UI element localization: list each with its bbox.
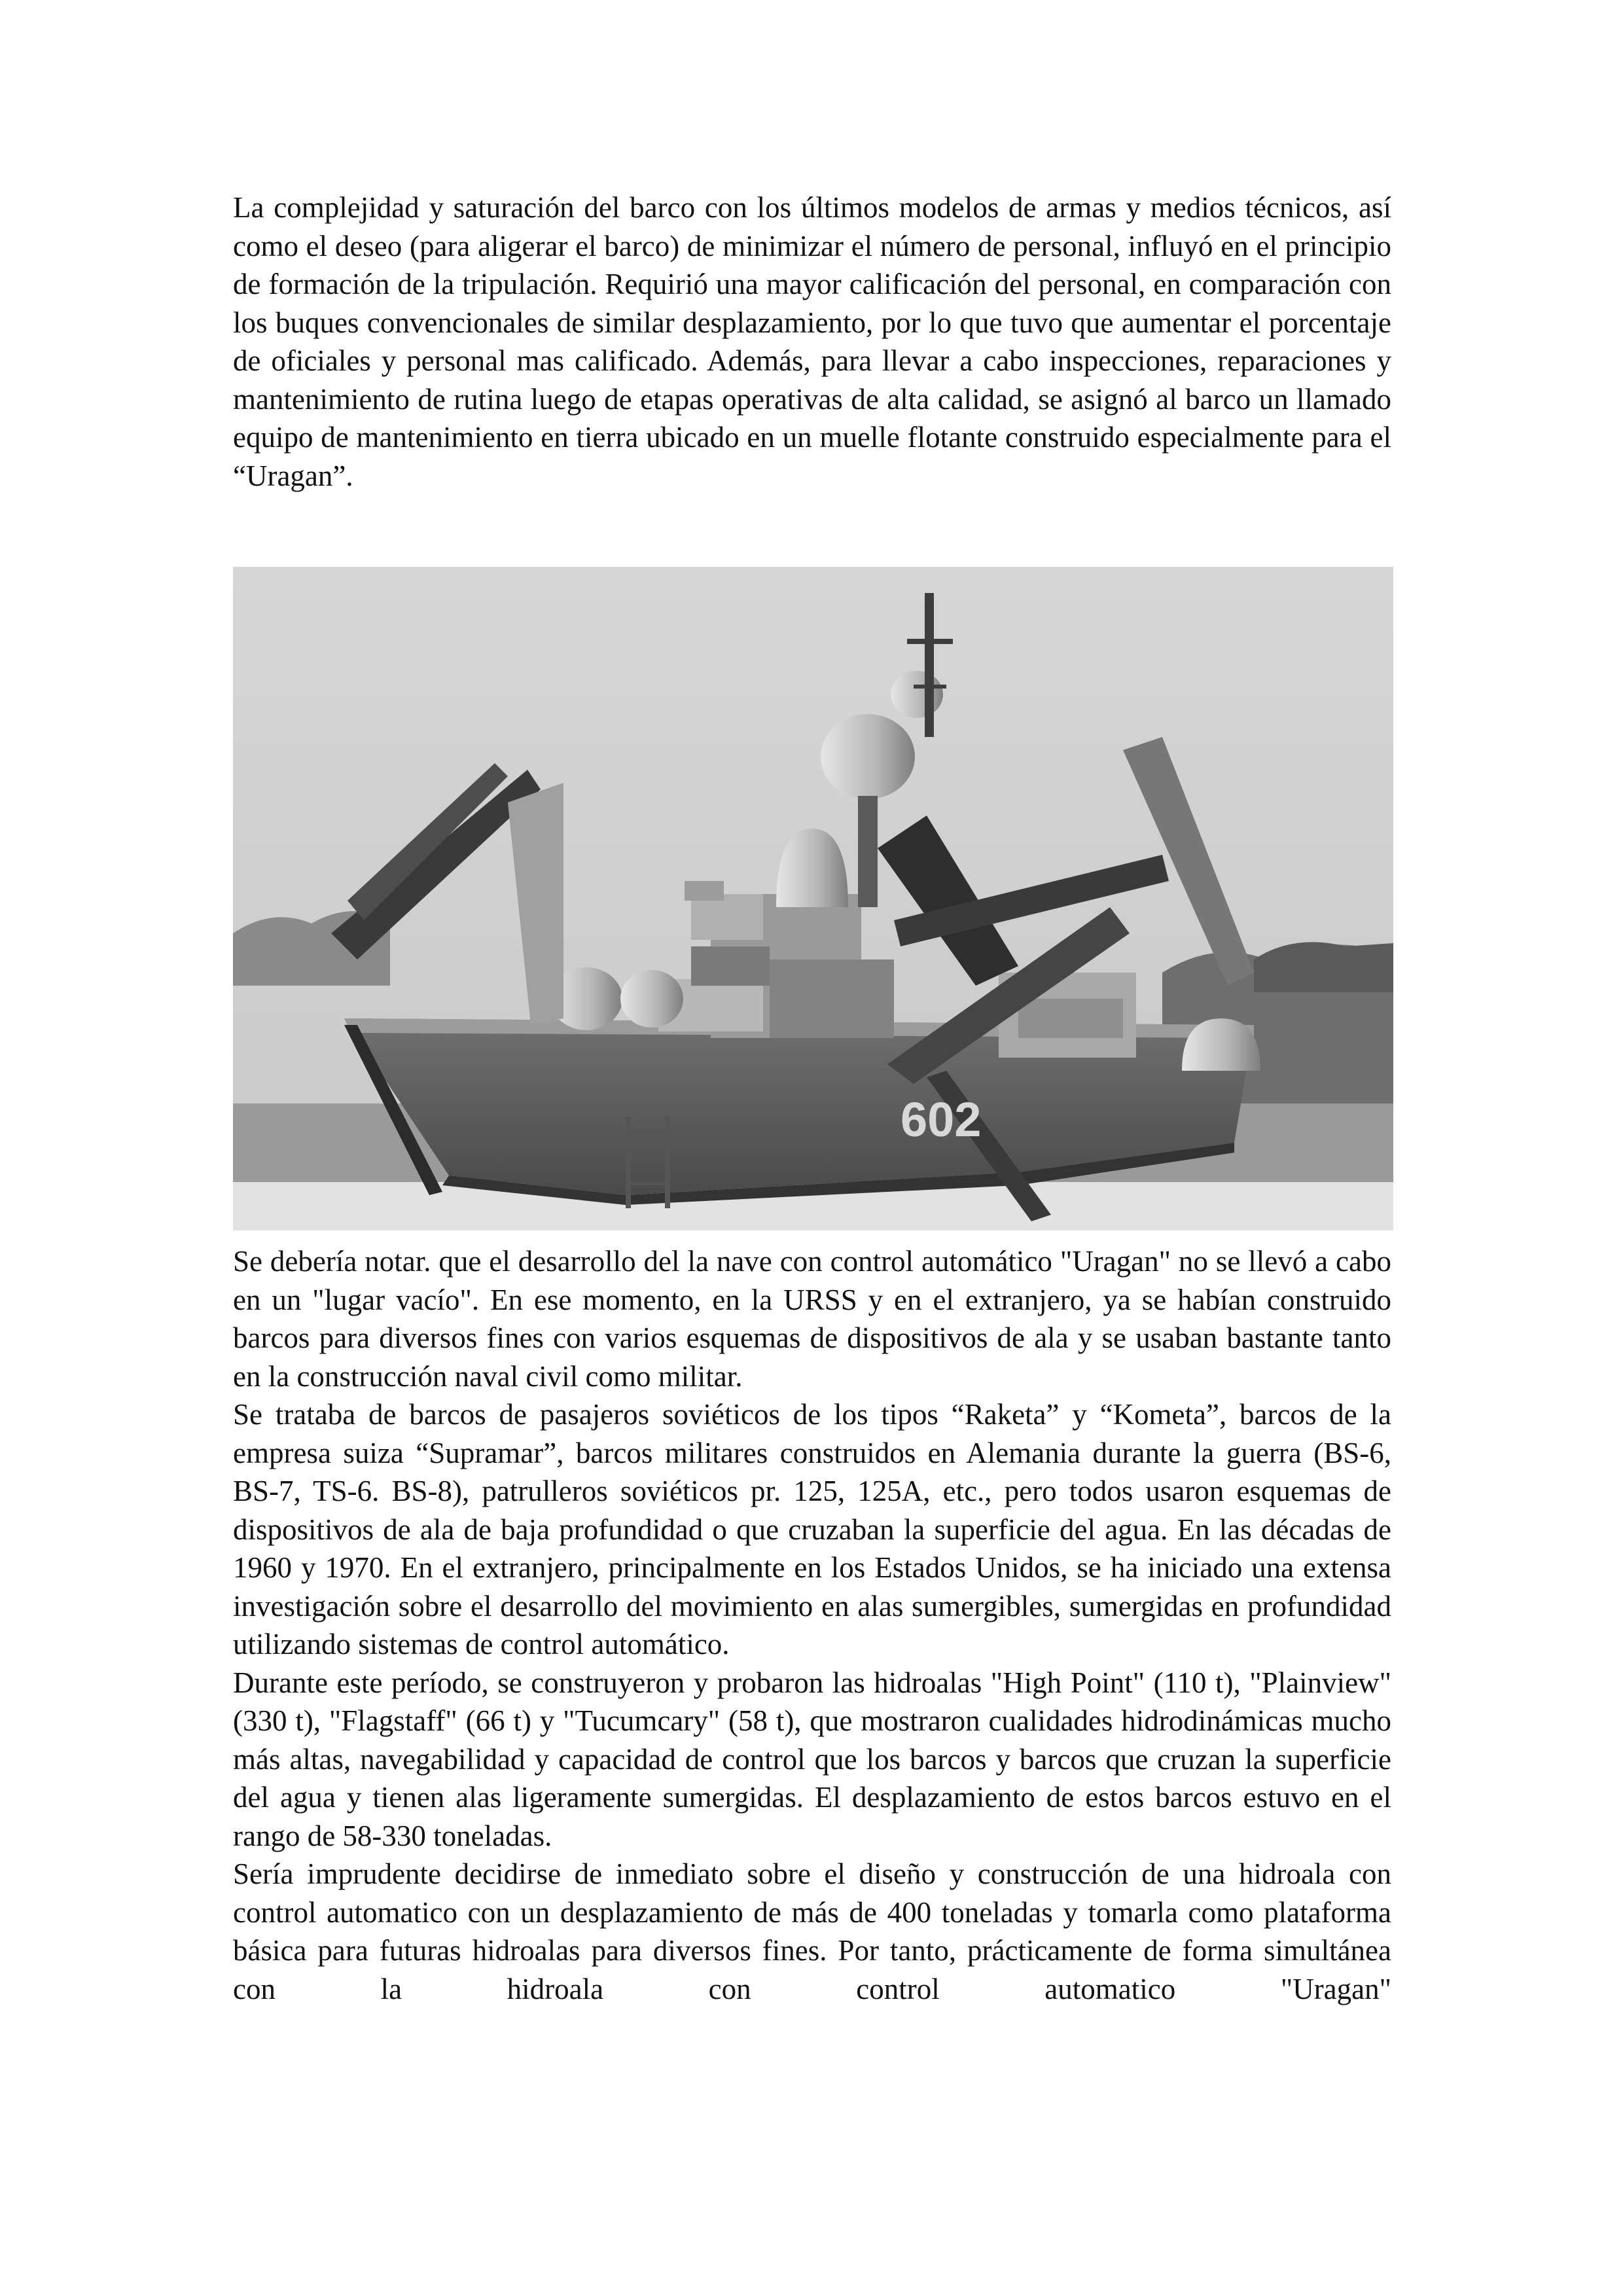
paragraph: Se trataba de barcos de pasajeros soviéticos de los tipos “Raketa” y “Kometa”, barcos de la empresa suiza “Supramar”, barcos militares construidos en Alemania durante la guerra (BS-6, BS-7, TS-6. BS-8), patrulleros soviéticos pr. 125, 125A, etc., pero todos usaron esquemas de dispositivos de ala de baja profundidad o que cruzaban la superficie del agua. En las décadas de 1960 y 1970. En el extranjero, principalmente en los Estados Unidos, se ha iniciado una extensa investigación sobre el desarrollo del movimiento en alas sumergibles, sumergidas en profundidad utilizando sistemas de control automático. [233,1398,1391,1660]
text-block-top [233,188,1391,495]
paragraph: Se debería notar. que el desarrollo del la nave con control automático "Uragan" no se llevó a cabo en un "lugar vacío". En ese momento, en la URSS y en el extranjero, ya se habían construido barcos para diversos fines con varios esquemas de dispositivos de ala y se usaban bastante tanto en la construcción naval civil como militar. [233,1245,1391,1393]
paragraph: La complejidad y saturación del barco con los últimos modelos de armas y medios técnicos, así como el deseo (para aligerar el barco) de minimizar el número de personal, influyó en el principio de formación de la tripulación. Requirió una mayor calificación del personal, en comparación con los buques convencionales de similar desplazamiento, por lo que tuvo que aumentar el porcentaje de oficiales y personal mas calificado. Además, para llevar a cabo inspecciones, reparaciones y mantenimiento de rutina luego de etapas operativas de alta calidad, se asignó al barco un llamado equipo de mantenimiento en tierra ubicado en un muelle flotante construido especialmente para el “Uragan”. [233,191,1391,492]
paragraph: Sería imprudente decidirse de inmediato sobre el diseño y construcción de una hidroala con control automatico con un desplazamiento de más de 400 toneladas y tomarla como plataforma básica para futuras hidroalas para diversos fines. Por tanto, prácticamente de forma simultánea con la hidroala con control automatico "Uragan" [233,1857,1391,2005]
hull-number: 602 [901,1092,982,1147]
paragraph: Durante este período, se construyeron y probaron las hidroalas "High Point" (110 t), "Plainview" (330 t), "Flagstaff" (66 t) y "Tucumcary" (58 t), que mostraron cualidades hidrodinámicas mucho más altas, navegabilidad y capacidad de control que los barcos y barcos que cruzan la superficie del agua y tienen alas ligeramente sumergidas. El desplazamiento de estos barcos estuvo en el rango de 58-330 toneladas. [233,1666,1391,1852]
text-block-bottom [233,1242,1391,2008]
launchers [685,881,770,986]
hydrofoil-ship-photo [233,567,1393,1230]
